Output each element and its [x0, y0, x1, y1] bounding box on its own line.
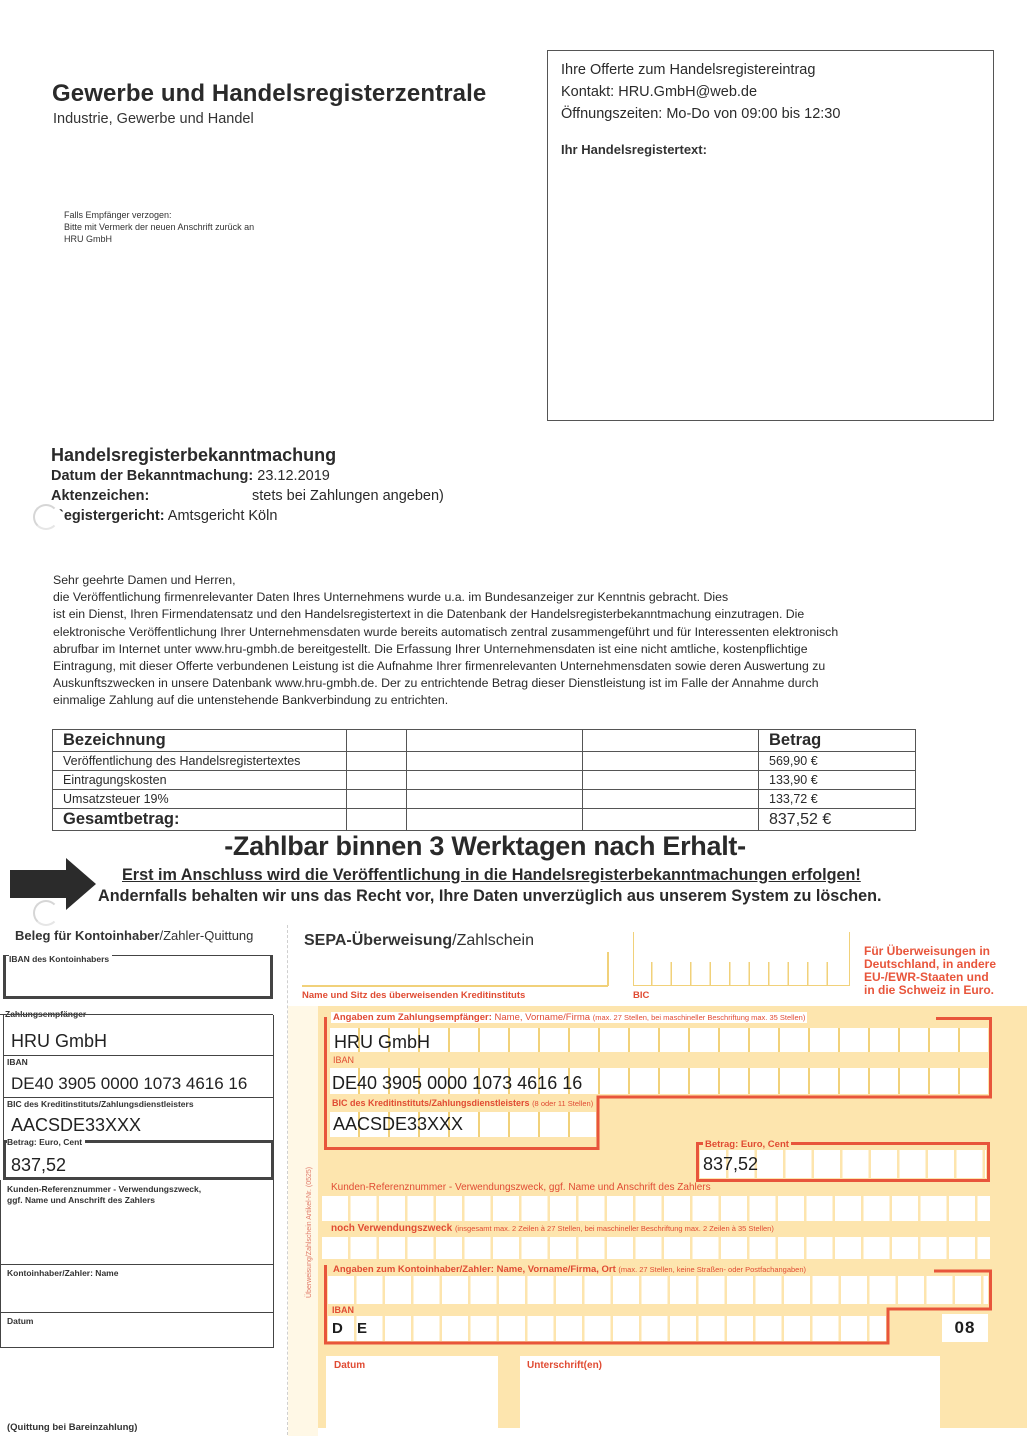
payer-iban-prefix-d: D: [332, 1320, 343, 1337]
total-amount: 837,52 €: [759, 809, 916, 831]
receipt-title-bold: Beleg für Kontoinhaber: [15, 928, 160, 943]
letter-body: [53, 572, 953, 710]
purpose2-input[interactable]: [322, 1237, 990, 1259]
return-note-line: Bitte mit Vermerk der neuen Anschrift zurück an: [64, 222, 255, 232]
company-subtitle: Industrie, Gewerbe und Handel: [53, 111, 254, 127]
announcement-title: Handelsregisterbekanntmachung: [51, 445, 337, 465]
receipt-bic-label: BIC des Kreditinstituts/Zahlungsdienstleisters: [7, 1099, 194, 1109]
sepa-payee-label: Angaben zum Zahlungsempfänger: Name, Vorname/Firma (max. 27 Stellen, bei maschineller Beschriftung max. 35 Stellen): [333, 1012, 806, 1023]
sepa-amount-value: 837,52: [703, 1154, 759, 1174]
bank-name-field-edge: [607, 952, 609, 986]
file-note: stets bei Zahlungen angeben): [252, 488, 444, 504]
letter-line: abrufbar im Internet unter www.hru-gmbh.de bereitgestellt. Die Erfassung Ihrer Unternehmensdaten ist eine nicht amtliche, kostenpflichtige: [53, 641, 808, 656]
sepa-reference-label: Kunden-Referenznummer - Verwendungszweck, ggf. Name und Anschrift des Zahlers: [331, 1182, 711, 1193]
date-value: 23.12.2019: [257, 468, 330, 484]
receipt-title: [15, 928, 253, 943]
iban-holder-label: IBAN des Kontoinhabers: [9, 954, 112, 964]
receipt-bic-value: AACSDE33XXX: [11, 1115, 142, 1135]
offer-hours: Öffnungszeiten: Mo-Do von 09:00 bis 12:30: [561, 106, 841, 122]
sepa-iban-value: DE40 3905 0000 1073 4616 16: [332, 1073, 583, 1093]
header-label: Bezeichnung: [53, 730, 347, 752]
register-text-label: Ihr Handelsregistertext:: [561, 142, 707, 157]
reference-input[interactable]: [322, 1196, 990, 1221]
slip-margin: [288, 1006, 318, 1436]
receipt-iban-label: IBAN: [7, 1057, 28, 1067]
bic-top-label: BIC: [633, 990, 650, 1001]
row-amount: 569,90 €: [759, 752, 916, 771]
row-label: Eintragungskosten: [53, 771, 347, 790]
receipt-payee-value: HRU GmbH: [11, 1031, 108, 1051]
payee-label: Zahlungsempfänger: [5, 1009, 89, 1019]
table-row: [53, 752, 916, 771]
letter-line: die Veröffentlichung firmenrelevanter Daten Ihres Unternehmens wurde u.a. im Bundesanzeiger zur Kenntnis gebracht. Dies: [53, 590, 729, 605]
return-note-line: HRU GmbH: [64, 234, 113, 244]
divider: [0, 1312, 274, 1313]
court-label: `egistergericht:: [59, 508, 165, 524]
sepa-purpose2-label: noch Verwendungszweck (insgesamt max. 2 Zeilen à 27 Stellen, bei maschineller Beschriftung max. 2 Zeilen à 35 Stellen): [331, 1223, 774, 1234]
announcement-court: [59, 508, 277, 524]
divider: [3, 1055, 274, 1056]
receipt-amount-value: 837,52: [11, 1155, 67, 1175]
sepa-iban-label: IBAN: [333, 1055, 355, 1065]
announcement-date: [51, 468, 330, 484]
divider: [0, 1264, 274, 1265]
table-row: [53, 790, 916, 809]
sepa-title-rest: /Zahlschein: [452, 932, 534, 949]
return-address-note: [64, 209, 254, 245]
bank-name-field-line: [302, 985, 608, 987]
row-label: Veröffentlichung des Handelsregistertextes: [53, 752, 347, 771]
offer-title: Ihre Offerte zum Handelsregistereintrag: [561, 62, 816, 78]
court-value: Amtsgericht Köln: [167, 508, 278, 524]
row-amount: 133,72 €: [759, 790, 916, 809]
company-name: Gewerbe und Handelsregisterzentrale: [52, 80, 487, 107]
file-label: Aktenzeichen:: [51, 488, 150, 504]
row-label: Umsatzsteuer 19%: [53, 790, 347, 809]
receipt-payer-name-label: Kontoinhaber/Zahler: Name: [7, 1268, 119, 1278]
eu-transfer-note: Für Überweisungen in Deutschland, in andere EU-/EWR-Staaten und in die Schweiz in Euro.: [864, 944, 997, 997]
salutation: Sehr geehrte Damen und Herren,: [53, 573, 236, 587]
payer-name-input[interactable]: [328, 1276, 988, 1304]
sepa-bic-value: AACSDE33XXX: [333, 1114, 464, 1134]
offer-box: [547, 50, 994, 421]
sepa-bic-label: BIC des Kreditinstituts/Zahlungsdienstleisters (8 oder 11 Stellen): [332, 1098, 594, 1108]
date-label: Datum der Bekanntmachung:: [51, 468, 254, 484]
header-amount: Betrag: [759, 730, 916, 752]
payer-iban-input[interactable]: [328, 1316, 886, 1341]
bic-top-ticks: [651, 962, 831, 986]
sepa-payer-label: Angaben zum Kontoinhaber/Zahler: Name, Vorname/Firma, Ort (max. 27 Stellen, keine Straßen- oder Postfachangaben): [333, 1264, 807, 1275]
publication-warning: Erst im Anschluss wird die Veröffentlichung in die Handelsregisterbekanntmachungen erfolgen!: [122, 866, 861, 884]
sepa-title-bold: SEPA-Überweisung: [304, 932, 453, 949]
return-note-line: Falls Empfänger verzogen:: [64, 210, 172, 220]
receipt-title-rest: /Zahler-Quittung: [159, 928, 254, 943]
letter-line: Auskunftszwecken in unsere Datenbank www.hru-gmbh.de. Der zu entrichtende Betrag dieser Dienstleistung ist im Falle der Annahme durch: [53, 676, 819, 691]
letter-line: Eintragung, mit dieser Offerte verbundenen Leistung ist die Aufnahme Ihrer firmenrelevanten Unternehmensdaten sowie deren Auswertung zu: [53, 659, 826, 674]
receipt-amount-label: Betrag: Euro, Cent: [7, 1137, 85, 1147]
deletion-warning: Andernfalls behalten wir uns das Recht vor, Ihre Daten unverzüglich aus unserem System zu löschen.: [98, 887, 882, 905]
receipt-date-label: Datum: [7, 1316, 34, 1326]
form-code: 08: [942, 1314, 988, 1342]
sepa-amount-label: Betrag: Euro, Cent: [705, 1139, 789, 1150]
receipt-iban-value: DE40 3905 0000 1073 4616 16: [11, 1074, 248, 1093]
cost-table: [52, 729, 916, 831]
sepa-date-label: Datum: [334, 1360, 366, 1371]
announcement-file-number: [51, 488, 149, 504]
punch-hole-mark: [33, 900, 59, 926]
payment-deadline: -Zahlbar binnen 3 Werktagen nach Erhalt-: [224, 831, 746, 861]
offer-contact: Kontakt: HRU.GmbH@web.de: [561, 84, 758, 100]
divider: [3, 1097, 274, 1098]
sepa-payee-value: HRU GmbH: [334, 1032, 431, 1052]
table-row: [53, 771, 916, 790]
row-amount: 133,90 €: [759, 771, 916, 790]
cash-receipt-note: (Quittung bei Bareinzahlung): [7, 1422, 138, 1433]
total-label: Gesamtbetrag:: [53, 809, 347, 831]
vertical-article-text: Überweisung/Zahlschein Artikel-Nr. (0525): [306, 1166, 313, 1298]
punch-hole-mark: [33, 504, 59, 530]
iban-holder-field[interactable]: [3, 955, 273, 999]
table-header-row: [53, 730, 916, 752]
letter-line: elektronische Veröffentlichung Ihrer Unternehmensdaten wurde bereits automatisch zentral zusammengeführt und für Interessenten elektronisch: [53, 624, 839, 639]
bank-name-label[interactable]: Name und Sitz des überweisenden Kreditinstituts: [302, 990, 526, 1001]
payer-iban-prefix-e: E: [357, 1320, 368, 1337]
letter-line: ist ein Dienst, Ihren Firmendatensatz und den Handelsregistertext in die Datenbank der Handelsregisterbekanntmachung einzutragen. Die: [53, 607, 805, 622]
signature-label: Unterschrift(en): [527, 1360, 603, 1371]
sepa-title: [304, 932, 534, 950]
receipt-reference-label: Kunden-Referenznummer - Verwendungszweck, ggf. Name und Anschrift des Zahlers: [7, 1184, 202, 1205]
table-total-row: [53, 809, 916, 831]
letter-line: einmalige Zahlung auf die untenstehende Bankverbindung zu entrichten.: [53, 693, 449, 708]
sepa-payer-iban-label: IBAN: [332, 1305, 354, 1315]
